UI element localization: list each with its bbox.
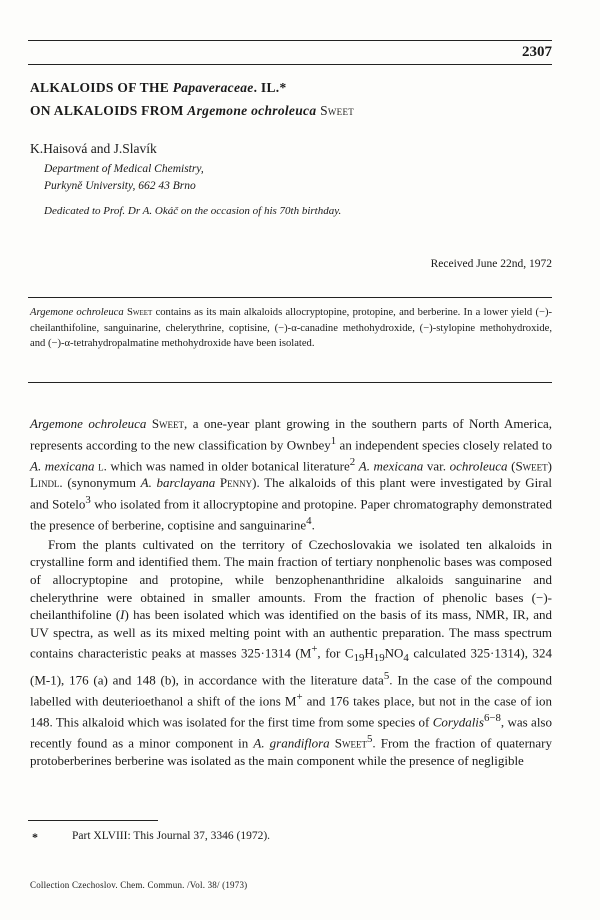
- affiliation-line-1: Department of Medical Chemistry,: [44, 163, 204, 175]
- header-rule: [28, 64, 552, 65]
- title-line-2-prefix: ON ALKALOIDS FROM: [30, 103, 188, 118]
- article-title-line-2: [30, 103, 354, 119]
- footnote: Part XLVIII: This Journal 37, 3346 (1972).: [72, 830, 271, 842]
- abstract: Argemone ochroleuca Sweet contains as its main alkaloids allocryptopine, protopine, and berberine. In a lower yield (−)-cheilanthifoline, sanguinarine, chelerythrine, coptisine, (−)-α-canadine methohydroxide, (−)-stylopine methohydroxide, and (−)-α-tetrahydropalmatine methohydroxide have been isolated.: [30, 307, 553, 349]
- body-text: [30, 415, 552, 769]
- abstract-bottom-rule: [28, 382, 552, 383]
- affiliation-line-2: Purkyně University, 662 43 Brno: [44, 180, 196, 192]
- abstract-top-rule: [28, 297, 552, 298]
- paragraph-1: Argemone ochroleuca Sweet, a one-year plant growing in the southern parts of North America, represents according to the new classification by Ownbey$^1$ an independent species closely related to A. mexicana l. which was named in older botanical literature$^2$ A. mexicana var. ochroleuca (Sweet) Lindl. (synonymum A. barclayana Penny). The alkaloids of this plant were investigated by Giral and Sotelo$^3$ who isolated from it allocryptopine and protopine. Paper chromatography demonstrated the presence of berberine, coptisine and sanguinarine$^4$.: [30, 416, 553, 533]
- title-line-1-prefix: ALKALOIDS OF THE: [30, 80, 173, 95]
- title-line-2-suffix: Sweet: [320, 103, 355, 118]
- title-line-1-italic: Papaveraceae: [172, 80, 254, 95]
- paragraph-2: From the plants cultivated on the territory of Czechoslovakia we isolated ten alkaloids in crystalline form and identified them. The main fraction of tertiary nonphenolic bases was composed of allocryptopine and protopine, while benzophenanthridine alkaloids sanguinarine and chelerythrine were obtained in smaller amounts. From the fraction of phenolic bases (−)-cheilanthifoline (I) has been isolated which was identified on the basis of its mass, NMR, IR, and UV spectra, as well as its mixed melting point with an authentic preparation. The mass spectrum contains characteristic peaks at masses 325·1314 (M+, for $C_{19}H_{19}NO_4$ calculated 325·1314), 324 (M-1), 176 (a) and 148 (b), in accordance with the literature data$^5$. In the case of the compound labelled with deuterioethanol a shift of the ions M+ and 176 takes place, but not in the case of ion 148. This alkaloid which was isolated for the first time from some species of Corydalis$^{6-8}$, was also recently found as a minor component in A. grandiflora Sweet$^5$. From the fraction of quaternary protoberberines berberine was isolated as the main component while the presence of negligible: [30, 536, 553, 768]
- title-line-2-italic: Argemone ochroleuca: [187, 103, 317, 118]
- title-line-1-suffix: . IL.*: [253, 80, 287, 95]
- page-number: 2307: [522, 44, 552, 60]
- dedication: Dedicated to Prof. Dr A. Okáč on the occasion of his 70th birthday.: [44, 205, 342, 217]
- authors: K.Haisová and J.Slavík: [30, 141, 157, 156]
- journal-reference: Collection Czechoslov. Chem. Commun. /Vol. 38/ (1973): [30, 880, 248, 890]
- footnote-rule: [28, 820, 158, 821]
- footnote-mark: *: [32, 830, 38, 844]
- article-title-line-1: [30, 80, 287, 96]
- top-rule: [28, 40, 552, 41]
- received-date: Received June 22nd, 1972: [430, 258, 552, 270]
